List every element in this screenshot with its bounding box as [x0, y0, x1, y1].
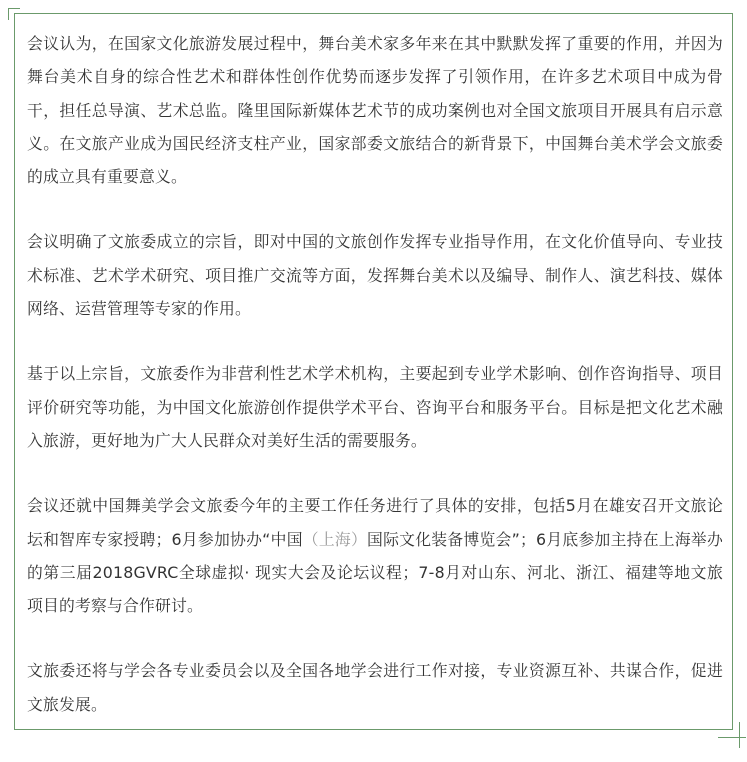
frame-corner-bottom-right [718, 737, 746, 738]
paragraph-4 [27, 489, 723, 622]
paragraph-4-shanghai-note: （上海） [302, 529, 368, 549]
article-body [27, 27, 723, 721]
frame-corner-top-left-vertical [8, 8, 9, 20]
paragraph-4-part-1: 会议还就中国舞美学会文旅委今年的主要工作任务进行了具体的安排，包括5月在雄安召开文旅论坛和智库专家授聘；6月参加协办“中国 [27, 496, 723, 549]
frame-corner-top-left [8, 8, 20, 9]
frame-corner-bottom-right-vertical [739, 722, 740, 748]
paragraph-5: 文旅委还将与学会各专业委员会以及全国各地学会进行工作对接，专业资源互补、共谋合作，促进文旅发展。 [27, 661, 723, 714]
paragraph-3: 基于以上宗旨，文旅委作为非营利性艺术学术机构，主要起到专业学术影响、创作咨询指导、项目评价研究等功能，为中国文化旅游创作提供学术平台、咨询平台和服务平台。目标是把文化艺术融入旅游，更好地为广大人民群众对美好生活的需要服务。 [27, 364, 723, 450]
paragraph-1: 会议认为，在国家文化旅游发展过程中，舞台美术家多年来在其中默默发挥了重要的作用，并因为舞台美术自身的综合性艺术和群体性创作优势而逐步发挥了引领作用，在许多艺术项目中成为骨干，担任总导演、艺术总监。隆里国际新媒体艺术节的成功案例也对全国文旅项目开展具有启示意义。在文旅产业成为国民经济支柱产业，国家部委文旅结合的新背景下，中国舞台美术学会文旅委的成立具有重要意义。 [27, 34, 723, 187]
paragraph-4-part-2: 国际文化装备博览会”；6月底参加主持在上海举办的第三届2018GVRC全球虚拟· 现实大会及论坛议程；7-8月对山东、河北、浙江、福建等地文旅项目的考察与合作研讨。 [27, 529, 723, 616]
paragraph-2: 会议明确了文旅委成立的宗旨，即对中国的文旅创作发挥专业指导作用，在文化价值导向、专业技术标准、艺术学术研究、项目推广交流等方面，发挥舞台美术以及编导、制作人、演艺科技、媒体网络、运营管理等专家的作用。 [27, 232, 723, 319]
